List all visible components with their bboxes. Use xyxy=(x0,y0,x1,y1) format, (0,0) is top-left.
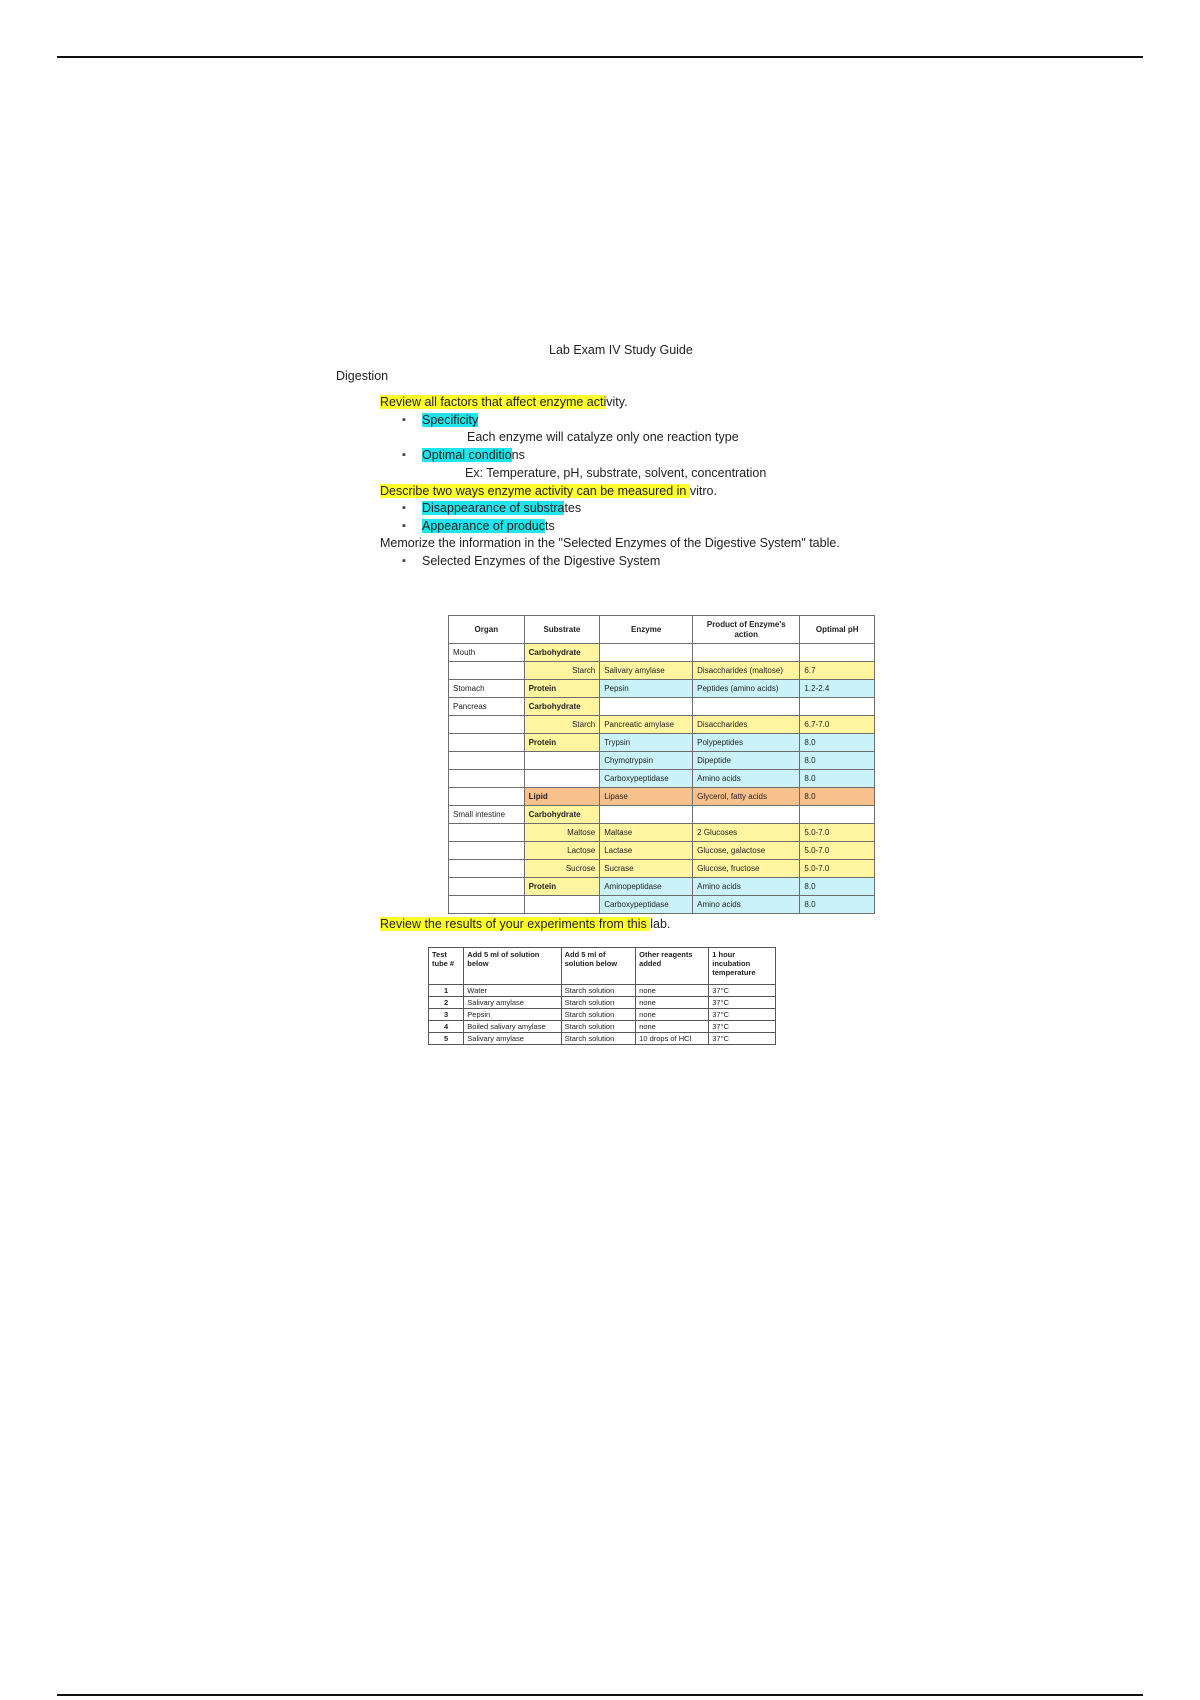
section-heading: Digestion xyxy=(336,369,389,383)
table-cell: none xyxy=(636,1021,709,1033)
table-cell-product xyxy=(693,698,800,716)
table-cell: 37°C xyxy=(709,985,776,997)
table-cell-enzyme: Maltase xyxy=(600,824,693,842)
table-cell: Starch solution xyxy=(561,985,636,997)
table-cell-ph xyxy=(800,644,875,662)
table-cell-product: Glucose, fructose xyxy=(693,860,800,878)
table-cell-organ: Mouth xyxy=(449,644,525,662)
table-cell-substrate: Protein xyxy=(524,680,600,698)
column-header: Substrate xyxy=(524,616,600,644)
table-cell-substrate: Starch xyxy=(524,662,600,680)
table-cell-substrate: Protein xyxy=(524,734,600,752)
table-row xyxy=(449,752,875,770)
list-item xyxy=(380,916,670,934)
table-cell-substrate: Starch xyxy=(524,716,600,734)
bullet-icon: ▪ xyxy=(402,449,406,461)
table-cell: Starch solution xyxy=(561,997,636,1009)
table-row xyxy=(429,985,776,997)
list-item xyxy=(422,518,555,536)
table-cell-enzyme xyxy=(600,644,693,662)
table-row xyxy=(449,716,875,734)
table-cell: Boiled salivary amylase xyxy=(464,1021,561,1033)
table-cell-substrate: Lactose xyxy=(524,842,600,860)
footer-rule xyxy=(57,1694,1143,1696)
table-cell-organ xyxy=(449,860,525,878)
table-cell-enzyme: Lactase xyxy=(600,842,693,860)
highlighted-text: Disappearance of substra xyxy=(422,501,565,515)
item-text: ns xyxy=(511,448,525,462)
table-cell-ph: 5.0-7.0 xyxy=(800,860,875,878)
table-cell-ph xyxy=(800,698,875,716)
table-header-row xyxy=(449,616,875,644)
table-cell-substrate xyxy=(524,770,600,788)
document-title: Lab Exam IV Study Guide xyxy=(549,343,693,357)
column-header: Product of Enzyme's action xyxy=(693,616,800,644)
table-row xyxy=(449,842,875,860)
table-cell-product: Peptides (amino acids) xyxy=(693,680,800,698)
table-cell-ph: 1.2-2.4 xyxy=(800,680,875,698)
column-header: Optimal pH xyxy=(800,616,875,644)
results-table xyxy=(428,947,776,1045)
table-cell-ph: 8.0 xyxy=(800,734,875,752)
table-cell: Salivary amylase xyxy=(464,1033,561,1045)
item-text: lab. xyxy=(650,917,671,931)
table-row xyxy=(449,680,875,698)
table-cell-substrate: Carbohydrate xyxy=(524,644,600,662)
table-cell: Starch solution xyxy=(561,1033,636,1045)
table-cell-enzyme xyxy=(600,806,693,824)
highlighted-text: Review all factors that affect enzyme acti xyxy=(380,395,607,409)
table-cell-organ xyxy=(449,770,525,788)
list-item xyxy=(465,465,766,483)
enzyme-table xyxy=(448,615,875,914)
table-cell-substrate: Carbohydrate xyxy=(524,806,600,824)
table-cell-organ xyxy=(449,716,525,734)
column-header: Add 5 ml of solution below xyxy=(464,948,561,985)
highlighted-text: Review the results of your experiments from this xyxy=(380,917,651,931)
table-cell-substrate: Lipid xyxy=(524,788,600,806)
table-cell-enzyme: Sucrase xyxy=(600,860,693,878)
table-cell-organ xyxy=(449,662,525,680)
table-row xyxy=(429,1033,776,1045)
list-item xyxy=(380,483,717,501)
table-cell: 37°C xyxy=(709,997,776,1009)
table-cell: 37°C xyxy=(709,1033,776,1045)
table-cell-organ xyxy=(449,842,525,860)
table-cell: none xyxy=(636,1009,709,1021)
list-item xyxy=(422,412,478,430)
table-cell-organ xyxy=(449,752,525,770)
table-cell-substrate: Sucrose xyxy=(524,860,600,878)
highlighted-text: Describe two ways enzyme activity can be measured in xyxy=(380,484,690,498)
table-cell-product xyxy=(693,806,800,824)
table-cell-enzyme: Carboxypeptidase xyxy=(600,770,693,788)
table-cell-enzyme: Carboxypeptidase xyxy=(600,896,693,914)
item-text: Selected Enzymes of the Digestive System xyxy=(422,554,661,568)
table-cell: Water xyxy=(464,985,561,997)
table-cell-ph: 6.7-7.0 xyxy=(800,716,875,734)
item-text: ts xyxy=(545,519,555,533)
column-header: Organ xyxy=(449,616,525,644)
table-row xyxy=(449,878,875,896)
table-cell: 2 xyxy=(429,997,464,1009)
table-row xyxy=(429,997,776,1009)
bullet-icon: ▪ xyxy=(402,502,406,514)
table-cell: 5 xyxy=(429,1033,464,1045)
table-cell-enzyme: Trypsin xyxy=(600,734,693,752)
table-cell-enzyme: Chymotrypsin xyxy=(600,752,693,770)
table-row xyxy=(429,1021,776,1033)
table-cell-substrate: Maltose xyxy=(524,824,600,842)
table-cell-enzyme: Lipase xyxy=(600,788,693,806)
table-row xyxy=(449,860,875,878)
table-cell-enzyme xyxy=(600,698,693,716)
column-header: 1 hour incubation temperature xyxy=(709,948,776,985)
table-cell-organ xyxy=(449,788,525,806)
list-item xyxy=(422,447,525,465)
list-item xyxy=(380,535,840,553)
table-cell-organ xyxy=(449,896,525,914)
table-cell-ph: 8.0 xyxy=(800,896,875,914)
list-item xyxy=(422,500,581,518)
table-cell-product: Dipeptide xyxy=(693,752,800,770)
table-cell-ph: 5.0-7.0 xyxy=(800,824,875,842)
item-text: tes xyxy=(564,501,582,515)
table-row xyxy=(449,824,875,842)
table-cell-product: Glycerol, fatty acids xyxy=(693,788,800,806)
table-cell: Starch solution xyxy=(561,1021,636,1033)
list-item xyxy=(422,553,660,571)
table-cell-substrate xyxy=(524,896,600,914)
bullet-icon: ▪ xyxy=(402,555,406,567)
table-cell-ph: 5.0-7.0 xyxy=(800,842,875,860)
table-cell-ph: 8.0 xyxy=(800,878,875,896)
bullet-icon: ▪ xyxy=(402,520,406,532)
table-cell: 37°C xyxy=(709,1009,776,1021)
column-header: Other reagents added xyxy=(636,948,709,985)
column-header: Test tube # xyxy=(429,948,464,985)
table-cell-product: Disaccharides (maltose) xyxy=(693,662,800,680)
highlighted-text: Optimal conditio xyxy=(422,448,512,462)
table-cell-ph: 8.0 xyxy=(800,788,875,806)
table-cell-substrate xyxy=(524,752,600,770)
table-header-row xyxy=(429,948,776,985)
table-cell-enzyme: Pancreatic amylase xyxy=(600,716,693,734)
table-cell-ph: 6.7 xyxy=(800,662,875,680)
table-row xyxy=(449,662,875,680)
table-cell: Salivary amylase xyxy=(464,997,561,1009)
table-cell-substrate: Carbohydrate xyxy=(524,698,600,716)
item-text: vity. xyxy=(606,395,628,409)
table-row xyxy=(449,770,875,788)
table-row xyxy=(449,788,875,806)
item-text: Each enzyme will catalyze only one reaction type xyxy=(467,430,739,444)
table-cell: 1 xyxy=(429,985,464,997)
table-cell-ph: 8.0 xyxy=(800,770,875,788)
item-text: Memorize the information in the "Selected Enzymes of the Digestive System" table. xyxy=(380,536,840,550)
column-header: Add 5 ml of solution below xyxy=(561,948,636,985)
list-item xyxy=(380,394,628,412)
table-cell-product: Glucose, galactose xyxy=(693,842,800,860)
table-cell-product: Amino acids xyxy=(693,770,800,788)
table-cell-enzyme: Salivary amylase xyxy=(600,662,693,680)
column-header: Enzyme xyxy=(600,616,693,644)
table-cell-organ xyxy=(449,824,525,842)
table-row xyxy=(449,698,875,716)
table-cell-organ: Stomach xyxy=(449,680,525,698)
table-cell-product: Disaccharides xyxy=(693,716,800,734)
table-cell: 4 xyxy=(429,1021,464,1033)
table-cell-substrate: Protein xyxy=(524,878,600,896)
table-row xyxy=(449,644,875,662)
table-cell-organ xyxy=(449,734,525,752)
item-text: Ex: Temperature, pH, substrate, solvent, concentration xyxy=(465,466,767,480)
table-cell-ph xyxy=(800,806,875,824)
highlighted-text: Specificity xyxy=(422,413,479,427)
table-cell-product: Amino acids xyxy=(693,896,800,914)
table-cell: none xyxy=(636,997,709,1009)
table-cell-enzyme: Aminopeptidase xyxy=(600,878,693,896)
list-item xyxy=(467,429,739,447)
table-cell: 37°C xyxy=(709,1021,776,1033)
table-cell-organ xyxy=(449,878,525,896)
table-cell: none xyxy=(636,985,709,997)
table-cell-organ: Small intestine xyxy=(449,806,525,824)
bullet-icon: ▪ xyxy=(402,414,406,426)
item-text: vitro. xyxy=(689,484,717,498)
table-cell-ph: 8.0 xyxy=(800,752,875,770)
table-cell: 3 xyxy=(429,1009,464,1021)
table-row xyxy=(449,734,875,752)
table-cell-organ: Pancreas xyxy=(449,698,525,716)
table-cell: 10 drops of HCl xyxy=(636,1033,709,1045)
table-cell-product: 2 Glucoses xyxy=(693,824,800,842)
table-row xyxy=(429,1009,776,1021)
highlighted-text: Appearance of produc xyxy=(422,519,546,533)
table-cell-product: Polypeptides xyxy=(693,734,800,752)
table-cell: Pepsin xyxy=(464,1009,561,1021)
table-cell-enzyme: Pepsin xyxy=(600,680,693,698)
table-row xyxy=(449,896,875,914)
table-cell-product: Amino acids xyxy=(693,878,800,896)
table-row xyxy=(449,806,875,824)
table-cell-product xyxy=(693,644,800,662)
table-cell: Starch solution xyxy=(561,1009,636,1021)
